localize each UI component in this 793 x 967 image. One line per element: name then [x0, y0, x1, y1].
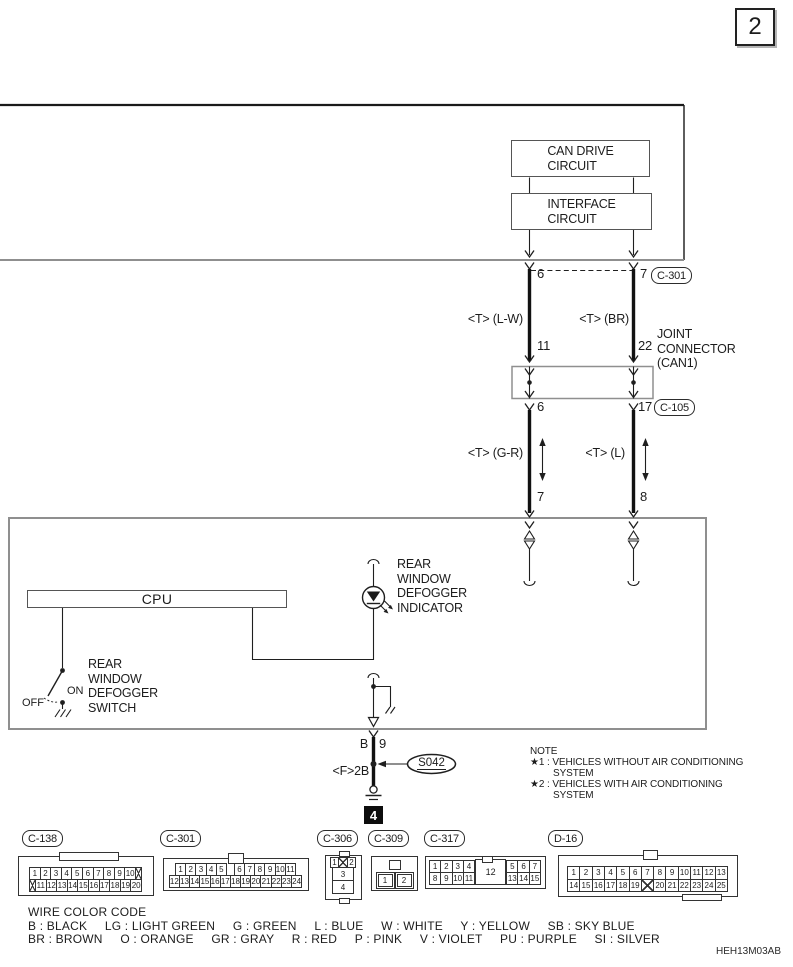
connector-pin-row	[476, 860, 506, 885]
note-item1-cont: SYSTEM	[553, 768, 594, 779]
connector-body-c306	[325, 855, 362, 900]
pin-cell: 21	[665, 879, 678, 893]
connector-block	[376, 874, 414, 887]
defogger-indicator-led	[253, 560, 394, 660]
wire-label-gr: <T> (G-R)	[467, 446, 523, 460]
connector-label-c138: C-138	[22, 830, 63, 847]
pin-cell: 13	[180, 877, 190, 886]
pin-cell: 16	[210, 877, 220, 886]
connector-pin-row	[507, 873, 541, 885]
pin-cell: 21	[261, 877, 271, 886]
pin-cell: 11	[690, 866, 703, 880]
section-marker-box	[364, 806, 383, 824]
pin-cell: 5	[616, 866, 629, 880]
pin-cell: 6	[82, 867, 94, 880]
lower-edge-connector-arrows	[524, 511, 639, 586]
pin-cell: 15	[579, 879, 592, 893]
document-code: HEH13M03AB	[715, 946, 781, 957]
pin-cell: 13	[715, 866, 728, 880]
pin-cell: 2	[347, 857, 357, 868]
can-drive-line1: CAN DRIVE	[547, 144, 614, 158]
wire-color-code-line1: B : BLACK LG : LIGHT GREEN G : GREEN L : BLUE W : WHITE Y : YELLOW SB : SKY BLUE	[28, 919, 635, 933]
defogger-indicator-label	[397, 557, 467, 615]
wire-label-br: <T> (BR)	[579, 312, 629, 326]
pin-cell: 5	[216, 863, 227, 876]
interface-line2: CIRCUIT	[547, 211, 597, 226]
pin-cell: 18	[110, 881, 120, 890]
splice-s042-label: S042	[418, 757, 445, 769]
pin-cell: 4	[206, 863, 217, 876]
pin-cell: 25	[715, 879, 728, 893]
pin-cell: 17	[99, 881, 109, 890]
interface-circuit-box	[511, 193, 652, 230]
pin-cell: 7	[93, 867, 105, 880]
defogger-switch-symbol	[44, 608, 71, 717]
pin-cell: 18	[616, 879, 629, 893]
connector-label-c309: C-309	[368, 830, 409, 847]
pin-cell: 1	[429, 860, 441, 873]
pin-cell: 22	[678, 879, 691, 893]
note-title: NOTE	[530, 746, 558, 757]
pin-cell: 14	[190, 877, 200, 886]
pin-cell: 1	[378, 874, 393, 887]
indicator-label-line2: WINDOW	[397, 571, 451, 586]
pin-cell: 8	[653, 866, 666, 880]
pin-cell: 14	[68, 881, 78, 890]
connector-block	[507, 861, 541, 885]
pin-number-7-top: 7	[640, 266, 648, 281]
joint-label-line2: CONNECTOR	[657, 341, 736, 356]
joint-label-line3: (CAN1)	[657, 356, 698, 370]
pin-cell: 17	[220, 877, 230, 886]
page-number-box	[735, 8, 775, 46]
pin-number-6-mid: 6	[537, 399, 545, 414]
pin-number-7-bot: 7	[537, 489, 545, 504]
pin-cell: 10	[453, 873, 463, 883]
section-marker: 4	[369, 807, 378, 823]
defogger-switch-label	[88, 657, 158, 715]
wire-color-b: B	[359, 737, 368, 751]
connector-block	[170, 864, 302, 888]
pin-cell: 20	[251, 877, 261, 886]
pin-cell: 7	[529, 860, 541, 873]
indicator-label-line3: DEFOGGER	[397, 586, 467, 600]
pin-cell: 3	[195, 863, 206, 876]
pin-cell: 20	[653, 879, 666, 893]
connector-block	[568, 867, 728, 892]
connector-pin-row	[568, 880, 728, 893]
connector-pin-row	[430, 873, 475, 885]
connector-label-d16: D-16	[548, 830, 583, 847]
pin-cell: 12	[475, 859, 506, 885]
pin-cell: 1	[175, 863, 186, 876]
pin-cell: 18	[231, 877, 240, 886]
pin-cell: 10	[678, 866, 691, 880]
pin-cell: 3	[452, 860, 464, 873]
note-item1: ★1 : VEHICLES WITHOUT AIR CONDITIONING	[530, 757, 744, 768]
indicator-ground-branch	[368, 674, 395, 727]
wire-color-code-line2: BR : BROWN O : ORANGE GR : GRAY R : RED P : PINK V : VIOLET PU : PURPLE SI : SILVER	[28, 932, 660, 946]
pin-cell: 17	[604, 879, 617, 893]
pin-cell: 20	[131, 881, 141, 890]
pin-cell: 9	[665, 866, 678, 880]
connector-block	[476, 860, 506, 885]
pin-cell: 7	[244, 863, 255, 876]
upper-module-outline	[0, 105, 684, 260]
pin-cell: 22	[271, 877, 281, 886]
pin-cell: 2	[185, 863, 196, 876]
pin-cell: 6	[629, 866, 642, 880]
pin-cell: 4	[332, 880, 354, 894]
interface-line1: INTERFACE	[547, 197, 616, 211]
pin-cell: 11	[36, 881, 45, 890]
pin-cell: 12	[46, 881, 56, 890]
pin-cell: 12	[702, 866, 715, 880]
connector-block	[331, 858, 357, 894]
can-drive-circuit-box	[511, 140, 650, 177]
pin-cell: 2	[40, 867, 52, 880]
pin-number-8: 8	[640, 489, 648, 504]
pin-cell: 13	[507, 873, 517, 883]
pin-cell: 16	[592, 879, 605, 893]
pin-cell: 5	[71, 867, 83, 880]
pin-cell: 8	[254, 863, 265, 876]
pin-cell: 11	[286, 865, 295, 874]
connector-body-d16	[558, 855, 738, 897]
connector-label-c301: C-301	[160, 830, 201, 847]
connector-pin-row	[333, 881, 354, 894]
pin-number-11: 11	[537, 338, 551, 353]
connector-pin-row	[376, 874, 414, 887]
connector-label-c317: C-317	[424, 830, 465, 847]
connector-pin-row	[30, 880, 142, 892]
pin-cell: 6	[234, 863, 245, 876]
connector-block	[430, 861, 475, 885]
joint-connector-symbol	[512, 356, 653, 411]
pin-cell: 14	[567, 879, 580, 893]
pin-cell: 19	[629, 879, 642, 893]
note-item2-cont: SYSTEM	[553, 790, 594, 801]
pin-cell: 1	[29, 867, 41, 880]
indicator-label-line4: INDICATOR	[397, 600, 463, 615]
note-item2: ★2 : VEHICLES WITH AIR CONDITIONING	[530, 779, 723, 790]
wire-color-code-title: WIRE COLOR CODE	[28, 905, 147, 919]
connector-body-c138	[18, 856, 154, 896]
pin-cell: 10	[275, 865, 285, 874]
connector-body-c301	[163, 858, 309, 891]
pin-cell: 23	[281, 877, 291, 886]
joint-label-line1: JOINT	[657, 327, 693, 341]
pin-cell: 5	[506, 860, 518, 873]
pin-cell: 3	[592, 866, 605, 880]
pin-number-22: 22	[638, 338, 653, 353]
pin-cell: 19	[121, 881, 131, 890]
pin-cell: 16	[89, 881, 99, 890]
connector-ref-c301: C-301	[651, 267, 692, 284]
pin-cell: 8	[103, 867, 115, 880]
pin-cell: 4	[604, 866, 617, 880]
pin-cell: 9	[440, 872, 452, 885]
pin-cell: 3	[50, 867, 62, 880]
pin-cell: 9	[264, 863, 275, 876]
page-number: 2	[748, 13, 762, 40]
pin-cell: 15	[530, 873, 540, 883]
pin-cell: 19	[241, 877, 251, 886]
pin-cell: 4	[61, 867, 73, 880]
wire-label-lw: <T> (L-W)	[467, 312, 523, 326]
pin-cell: 7	[641, 866, 654, 880]
switch-label-line1: REAR	[88, 657, 122, 671]
pin-cell: 9	[114, 867, 126, 880]
connector-body-c309	[371, 856, 418, 891]
pin-cell: 1	[330, 857, 340, 868]
cpu-label: CPU	[141, 591, 173, 607]
switch-off-label: OFF	[22, 697, 44, 709]
switch-label-line2: WINDOW	[88, 671, 142, 686]
pin-cell: 15	[200, 877, 210, 886]
pin-cell: 10	[125, 869, 135, 878]
connector-block	[30, 868, 142, 892]
switch-label-line3: DEFOGGER	[88, 686, 158, 700]
cpu-box	[27, 590, 287, 608]
connector-ref-c105: C-105	[654, 399, 695, 416]
switch-on-label: ON	[67, 685, 84, 697]
connector-label-c306: C-306	[317, 830, 358, 847]
pin-cell: 2	[579, 866, 592, 880]
connector-body-c317	[425, 856, 546, 889]
can-bus-lower-run	[530, 410, 634, 513]
connector-pin-row	[170, 876, 302, 888]
pin-blocked	[641, 879, 654, 893]
pin-cell: 13	[57, 881, 67, 890]
pin-cell: 12	[169, 877, 179, 886]
pin-cell: 23	[690, 879, 703, 893]
pin-number-9: 9	[379, 736, 387, 751]
pin-cell: 1	[567, 866, 580, 880]
pin-cell: 2	[440, 860, 452, 873]
pin-cell: 2	[397, 874, 412, 887]
pin-cell: 11	[464, 873, 474, 883]
pin-number-17: 17	[638, 399, 653, 414]
pin-cell: 24	[292, 877, 302, 886]
indicator-label-line1: REAR	[397, 557, 431, 571]
pin-cell: 6	[517, 860, 529, 873]
pin-cell: 14	[519, 873, 529, 883]
pin-cell: 4	[463, 860, 475, 873]
pin-cell: 8	[429, 872, 441, 885]
pin-cell: 3	[332, 867, 354, 881]
switch-label-line4: SWITCH	[88, 700, 137, 715]
pin-cell: 24	[702, 879, 715, 893]
pin-cell: 15	[78, 881, 88, 890]
can-drive-line2: CIRCUIT	[547, 158, 597, 173]
wire-label-l: <T> (L)	[585, 446, 625, 460]
ground-terminal-icon	[370, 786, 377, 793]
pin-number-6-top: 6	[537, 266, 545, 281]
wire-spec-f2b: <F>2B	[332, 764, 369, 778]
joint-connector-label	[657, 327, 736, 371]
